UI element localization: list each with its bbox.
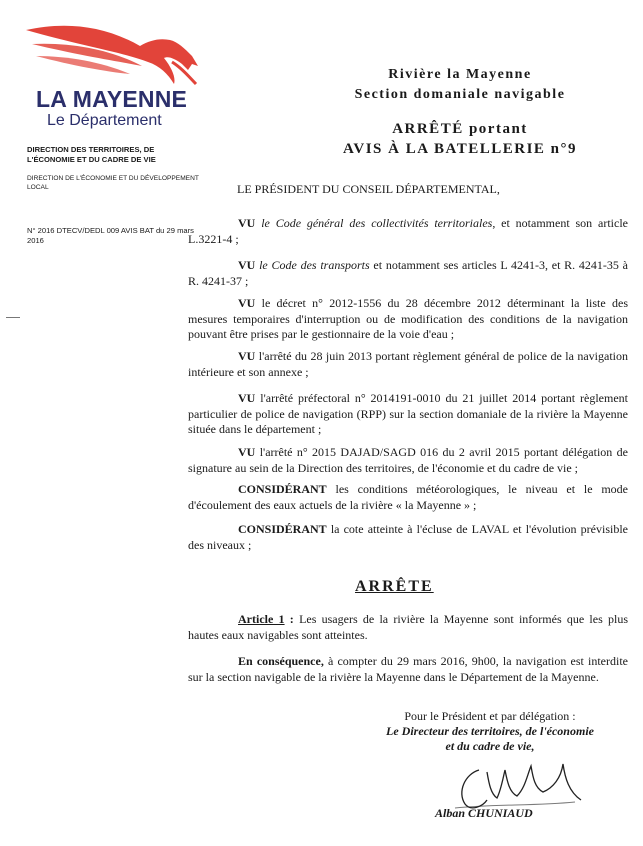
consideration-7: CONSIDÉRANT les conditions météorologiques, le niveau et le mode d'écoulement des eaux actuels de la rivière « la Mayenne » ; <box>188 482 628 512</box>
department-logo-horse-icon <box>22 22 200 86</box>
margin-fold-mark <box>6 317 20 318</box>
brand-subtitle: Le Département <box>47 112 162 129</box>
header-river: Rivière la Mayenne <box>388 67 532 82</box>
subdirection-name: DIRECTION DE L'ÉCONOMIE ET DU DÉVELOPPEMENT LOCAL <box>27 175 199 191</box>
header-arrete: ARRÊTÉ portant <box>392 121 528 137</box>
consideration-5: VU l'arrêté préfectoral n° 2014191-0010 du 21 juillet 2014 portant règlement particulier de police de navigation (RPP) sur la section domaniale de la rivière la Mayenne située dans le département ; <box>188 391 628 437</box>
arrete-title: ARRÊTE <box>355 578 434 595</box>
reference-number: N° 2016 DTECV/DEDL 009 AVIS BAT du 29 mars 2016 <box>27 226 194 245</box>
president-line: LE PRÉSIDENT DU CONSEIL DÉPARTEMENTAL, <box>237 182 500 196</box>
header-section: Section domaniale navigable <box>354 87 566 102</box>
signature-title-line2: et du cadre de vie, <box>445 739 535 753</box>
consideration-6: VU l'arrêté n° 2015 DAJAD/SAGD 016 du 2 avril 2015 portant délégation de signature au sein de la Direction des territoires, de l'économie et du cadre de vie ; <box>188 445 628 475</box>
consequence-paragraph: En conséquence, à compter du 29 mars 2016, 9h00, la navigation est interdite sur la section navigable de la rivière la Mayenne dans le Département de la Mayenne. <box>188 654 628 684</box>
consideration-1: VU le Code général des collectivités territoriales, et notamment son article L.3221-4 ; <box>188 216 629 246</box>
header-avis: AVIS À LA BATELLERIE n°9 <box>342 141 578 157</box>
signature-delegation: Pour le Président et par délégation : <box>404 709 576 723</box>
consideration-4: VU l'arrêté du 28 juin 2013 portant règlement général de police de la navigation intérieure et son annexe ; <box>188 349 628 379</box>
signature-title-line1: Le Directeur des territoires, de l'économie <box>386 724 594 738</box>
brand-name: LA MAYENNE <box>36 86 188 112</box>
consideration-8: CONSIDÉRANT la cote atteinte à l'écluse de LAVAL et l'évolution prévisible des niveaux ; <box>188 522 628 552</box>
direction-name: DIRECTION DES TERRITOIRES, DE L'ÉCONOMIE ET DU CADRE DE VIE <box>27 145 156 164</box>
article-1: Article 1 : Les usagers de la rivière la Mayenne sont informés que les plus hautes eaux navigables sont atteintes. <box>188 612 629 642</box>
consideration-3: VU le décret n° 2012-1556 du 28 décembre 2012 déterminant la liste des mesures temporaires d'interruption ou de modification des conditions de la navigation pouvant être prises par le gestionnaire de la voie d'eau ; <box>188 296 628 342</box>
signatory-name: Alban CHUNIAUD <box>435 806 533 820</box>
consideration-2: VU le Code des transports et notamment ses articles L 4241-3, et R. 4241-35 à R. 4241-37 ; <box>188 258 629 288</box>
